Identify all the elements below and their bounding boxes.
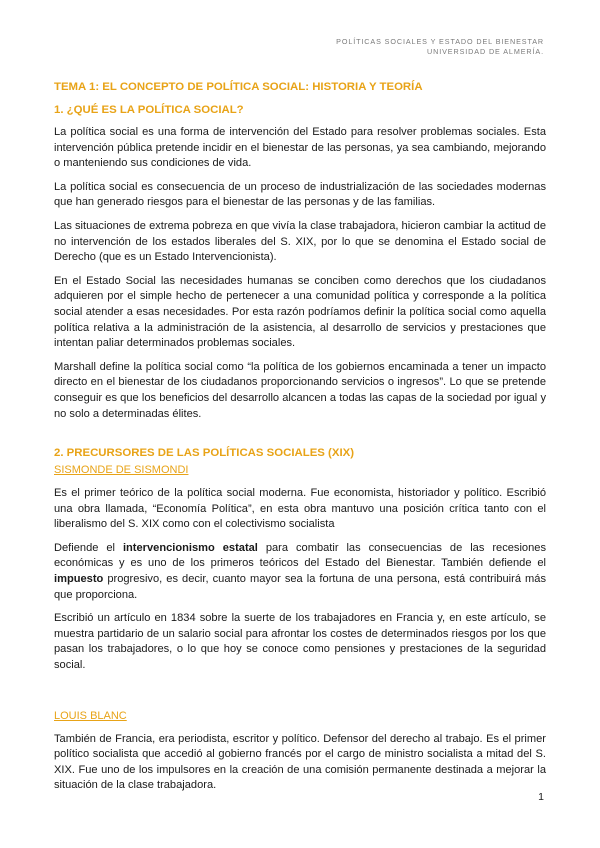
page-number: 1 — [538, 791, 544, 803]
paragraph: La política social es una forma de intervención del Estado para resolver problemas sociales. Esta intervención pública pretende incidir en el bienestar de las personas, ya sea cambiando, mejorando o manteniendo sus condiciones de vida. — [54, 126, 546, 170]
paragraph: Marshall define la política social como “la política de los gobiernos encaminada a tener un impacto directo en el bienestar de los ciudadanos proporcionando servicios o ingresos”. Lo que se pretende conseguir es que los beneficios del desarrollo alcancen a todas las capas de la sociedad por igual y no solo a determinadas élites. — [54, 360, 546, 420]
section-1-heading: 1. ¿QUÉ ES LA POLÍTICA SOCIAL? — [54, 104, 244, 116]
paragraph: Las situaciones de extrema pobreza en que vivía la clase trabajadora, hicieron cambiar la actitud de no intervención de los estados liberales del S. XIX, por lo que se denomina el Estado social de Derecho (que es un Estado Intervencionista). — [54, 219, 546, 264]
subheading-sismondi: SISMONDE DE SISMONDI — [54, 464, 189, 477]
paragraph: En el Estado Social las necesidades humanas se conciben como derechos que los ciudadanos adquieren por el simple hecho de pertenecer a una comunidad política y corresponde a la política social atender a esas necesidades. Por esta razón podríamos definir la política social como aquella política relativa a la administración de la asistencia, al desarrollo de servicios y prestaciones que intentan paliar determinados problemas sociales. — [54, 274, 546, 350]
header-university: UNIVERSIDAD DE ALMERÍA. — [427, 47, 544, 56]
text-run: para combatir las consecuencias de las recesiones económicas y es uno de los primeros teóricos del Estado del Bienestar. También defiende el — [54, 541, 546, 570]
text-run: progresivo, es decir, cuanto mayor sea la fortuna de una persona, está contribuirá más que proporciona. — [54, 573, 546, 601]
document-title: TEMA 1: EL CONCEPTO DE POLÍTICA SOCIAL: HISTORIA Y TEORÍA — [54, 81, 423, 93]
page-header — [336, 37, 544, 57]
text-run: Defiende el — [54, 541, 123, 554]
paragraph — [54, 541, 546, 603]
subheading-louis-blanc: LOUIS BLANC — [54, 709, 127, 722]
paragraph: La política social es consecuencia de un proceso de industrialización de las sociedades modernas que han generado riesgos para el bienestar de las personas y de las familias. — [54, 180, 546, 209]
paragraph: También de Francia, era periodista, escritor y político. Defensor del derecho al trabajo. Es el primer político socialista que accedió al gobierno francés por el cargo de ministro socialista a mitad del S. XIX. Fue uno de los impulsores en la creación de una comisión permanente destinada a mejorar la situación de la clase trabajadora. — [54, 732, 546, 792]
bold-term: intervencionismo estatal — [122, 541, 258, 554]
bold-term: impuesto — [54, 573, 104, 586]
paragraph: Es el primer teórico de la política social moderna. Fue economista, historiador y político. Escribió una obra llamada, “Economía Política”, en esta obra mantuvo una posición crítica tanto con el liberalismo del S. XIX como con el colectivismo socialista — [54, 487, 546, 531]
paragraph: Escribió un artículo en 1834 sobre la suerte de los trabajadores en Francia y, en este artículo, se muestra partidario de un salario social para afrontar los costes de determinados riesgos por los que pasan los trabajadores, o lo que hoy se conoce como pensiones y prestaciones de la seguridad social. — [54, 612, 546, 672]
header-course: POLÍTICAS SOCIALES Y ESTADO DEL BIENESTAR — [336, 37, 544, 46]
document-body — [54, 80, 546, 802]
section-2-heading: 2. PRECURSORES DE LAS POLÍTICAS SOCIALES (XIX) — [54, 447, 354, 460]
